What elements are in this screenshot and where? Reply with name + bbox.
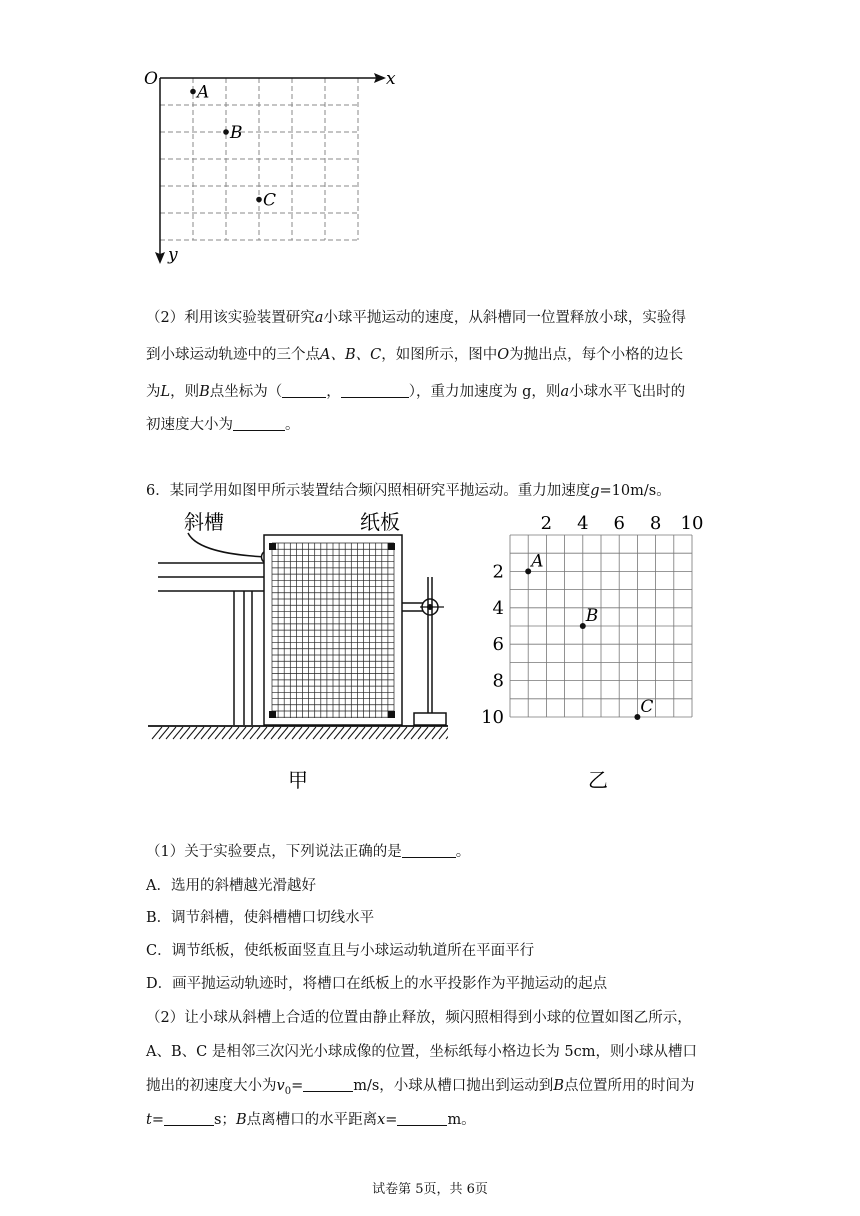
q6-2-line3: 抛出的初速度大小为$v_0= m/s$，小球从槽口抛出到运动到B点位置所用的时间为 bbox=[146, 1078, 695, 1097]
q6-stem: 6．某同学用如图甲所示装置结合频闪照相研究平抛运动。重力加速度g=10m/s。 bbox=[146, 483, 671, 499]
q5-2-line1: （2）利用该实验装置研究a小球平抛运动的速度，从斜槽同一位置释放小球，实验得 bbox=[146, 310, 686, 326]
answer-blank[interactable] bbox=[341, 383, 409, 398]
apparatus-figure bbox=[148, 505, 448, 795]
left-tick-label: 10 bbox=[481, 707, 504, 728]
point-label-c: C bbox=[263, 190, 277, 211]
answer-blank[interactable] bbox=[402, 843, 456, 858]
q6-option-d[interactable]: D．画平抛运动轨迹时，将槽口在纸板上的水平投影作为平抛运动的起点 bbox=[146, 976, 608, 992]
q6-option-a[interactable]: A．选用的斜槽越光滑越好 bbox=[146, 878, 316, 894]
q6-1-question: （1）关于实验要点，下列说法正确的是 。 bbox=[146, 844, 471, 860]
answer-blank[interactable] bbox=[282, 383, 326, 398]
point-label-a: A bbox=[197, 82, 210, 103]
point-label-a: A bbox=[531, 551, 544, 572]
q6-option-b[interactable]: B．调节斜槽，使斜槽槽口切线水平 bbox=[146, 910, 375, 926]
point-c bbox=[256, 197, 262, 203]
point-label-b: B bbox=[585, 606, 599, 626]
q6-option-c[interactable]: C．调节纸板，使纸板面竖直且与小球运动轨道所在平面平行 bbox=[146, 943, 535, 959]
q6-2-line4: t= s；B点离槽口的水平距离x= m。 bbox=[146, 1112, 476, 1128]
figure-caption-yi: 乙 bbox=[588, 768, 608, 792]
point-b bbox=[223, 129, 229, 135]
y-axis-label: y bbox=[168, 245, 178, 265]
top-tick-label: 4 bbox=[577, 513, 589, 534]
answer-blank[interactable] bbox=[233, 416, 285, 431]
q5-2-line4: 初速度大小为 。 bbox=[146, 417, 300, 433]
fig1-grid-figure bbox=[140, 62, 400, 272]
page-footer: 试卷第 5页，共 6页 bbox=[372, 1182, 488, 1197]
left-tick-label: 8 bbox=[492, 670, 504, 692]
left-tick-label: 4 bbox=[492, 597, 504, 619]
answer-blank[interactable] bbox=[303, 1077, 353, 1092]
q5-2-line3: 为L，则B点坐标为（ ， ），重力加速度为 g，则a小球水平飞出时的 bbox=[146, 384, 686, 400]
q6-2-line1: （2）让小球从斜槽上合适的位置由静止释放，频闪照相得到小球的位置如图乙所示， bbox=[146, 1010, 692, 1026]
board-label: 纸板 bbox=[360, 510, 400, 534]
point-a bbox=[190, 89, 196, 95]
origin-label: O bbox=[144, 69, 158, 89]
left-tick-label: 6 bbox=[492, 634, 504, 656]
grid-figure-yi bbox=[478, 505, 718, 795]
chute-label: 斜槽 bbox=[184, 510, 224, 534]
x-axis-label: x bbox=[386, 69, 396, 89]
q5-2-line2: 到小球运动轨迹中的三个点A、B、C，如图所示，图中O为抛出点，每个小格的边长 bbox=[146, 347, 684, 363]
q6-2-line2: A、B、C 是相邻三次闪光小球成像的位置，坐标纸每小格边长为 5cm，则小球从槽口 bbox=[146, 1044, 698, 1060]
answer-blank[interactable] bbox=[397, 1111, 447, 1126]
top-tick-label: 8 bbox=[649, 513, 662, 534]
figure-caption-jia: 甲 bbox=[288, 768, 308, 792]
top-tick-label: 6 bbox=[613, 513, 625, 534]
point-label-b: B bbox=[230, 123, 243, 143]
answer-blank[interactable] bbox=[164, 1111, 214, 1126]
point-label-c: C bbox=[640, 697, 654, 717]
top-tick-label: 10 bbox=[680, 513, 704, 534]
left-tick-label: 2 bbox=[492, 561, 504, 583]
top-tick-label: 2 bbox=[540, 513, 553, 534]
